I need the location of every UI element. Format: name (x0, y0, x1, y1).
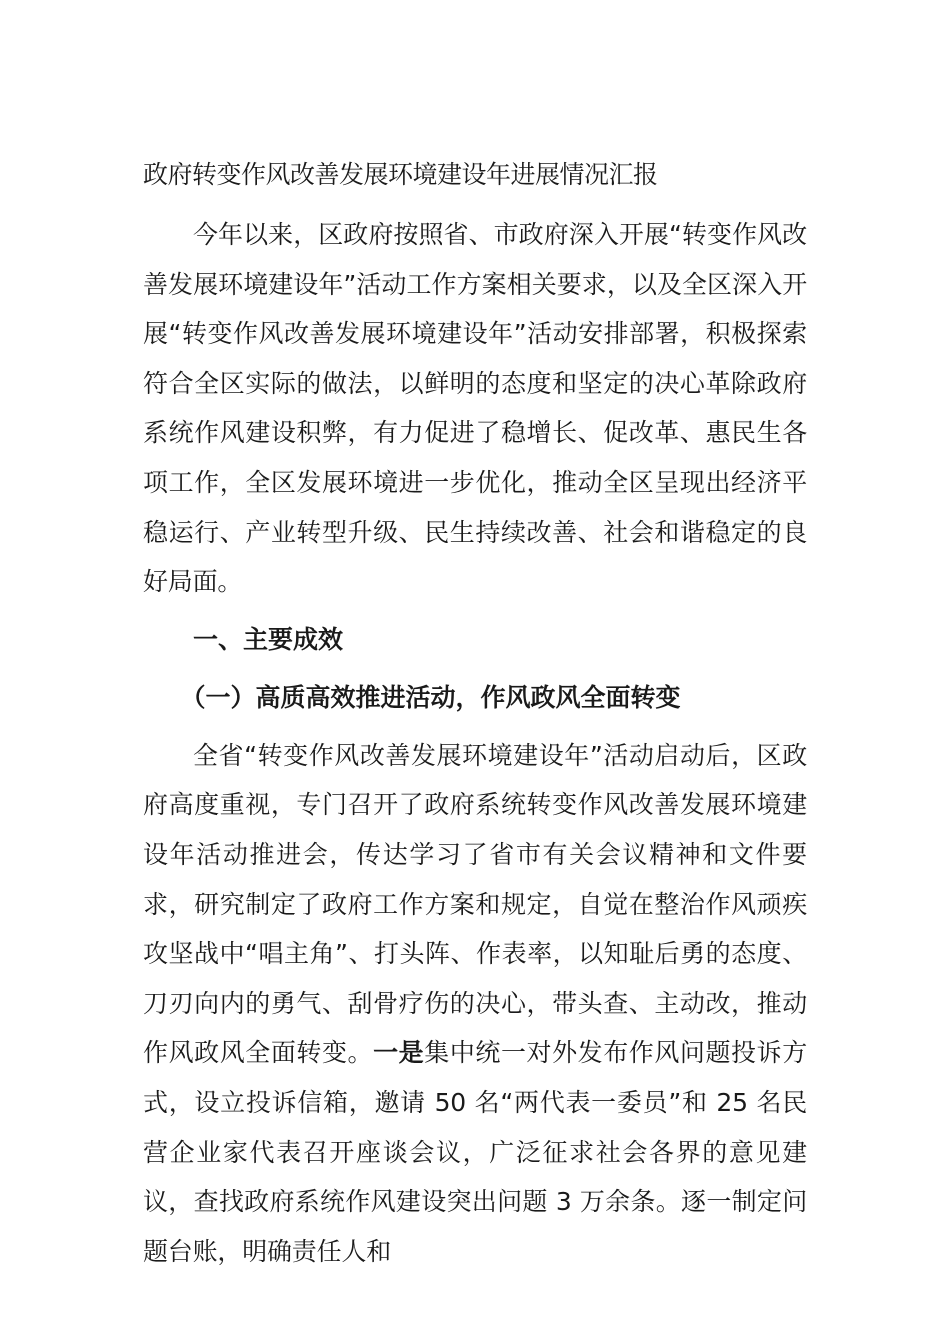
subsection-heading: （一）高质高效推进活动，作风政风全面转变 (180, 682, 681, 712)
intro-paragraph: 今年以来，区政府按照省、市政府深入开展“转变作风改善发展环境建设年”活动工作方案相关要求，以及全区深入开展“转变作风改善发展环境建设年”活动安排部署，积极探索符合全区实际的做法，以鲜明的态度和坚定的决心革除政府系统作风建设积弊，有力促进了稳增长、促改革、惠民生各项工作，全区发展环境进一步优化，推动全区呈现出经济平稳运行、产业转型升级、民生持续改善、社会和谐稳定的良好局面。 (143, 220, 807, 597)
body-text-part1: 全省“转变作风改善发展环境建设年”活动启动后，区政府高度重视，专门召开了政府系统转变作风改善发展环境建设年活动推进会，传达学习了省市有关会议精神和文件要求，研究制定了政府工作方案和规定，自觉在整治作风顽疾攻坚战中“唱主角”、打头阵、作表率，以知耻后勇的态度、刀刃向内的勇气、刮骨疗伤的决心，带头查、主动改，推动作风政风全面转变。 (143, 740, 807, 1068)
section-heading: 一、主要成效 (193, 624, 344, 654)
document-page (143, 150, 807, 1276)
document-title: 政府转变作风改善发展环境建设年进展情况汇报 (143, 160, 658, 189)
body-paragraph (143, 731, 807, 1277)
body-text-part2: 集中统一对外发布作风问题投诉方式，设立投诉信箱，邀请 50 名“两代表一委员”和 25 名民营企业家代表召开座谈会议，广泛征求社会各界的意见建议，查找政府系统作风建设突出问题 3 万余条。逐一制定问题台账，明确责任人和 (143, 1038, 807, 1266)
body-bold-marker: 一是 (373, 1038, 425, 1068)
